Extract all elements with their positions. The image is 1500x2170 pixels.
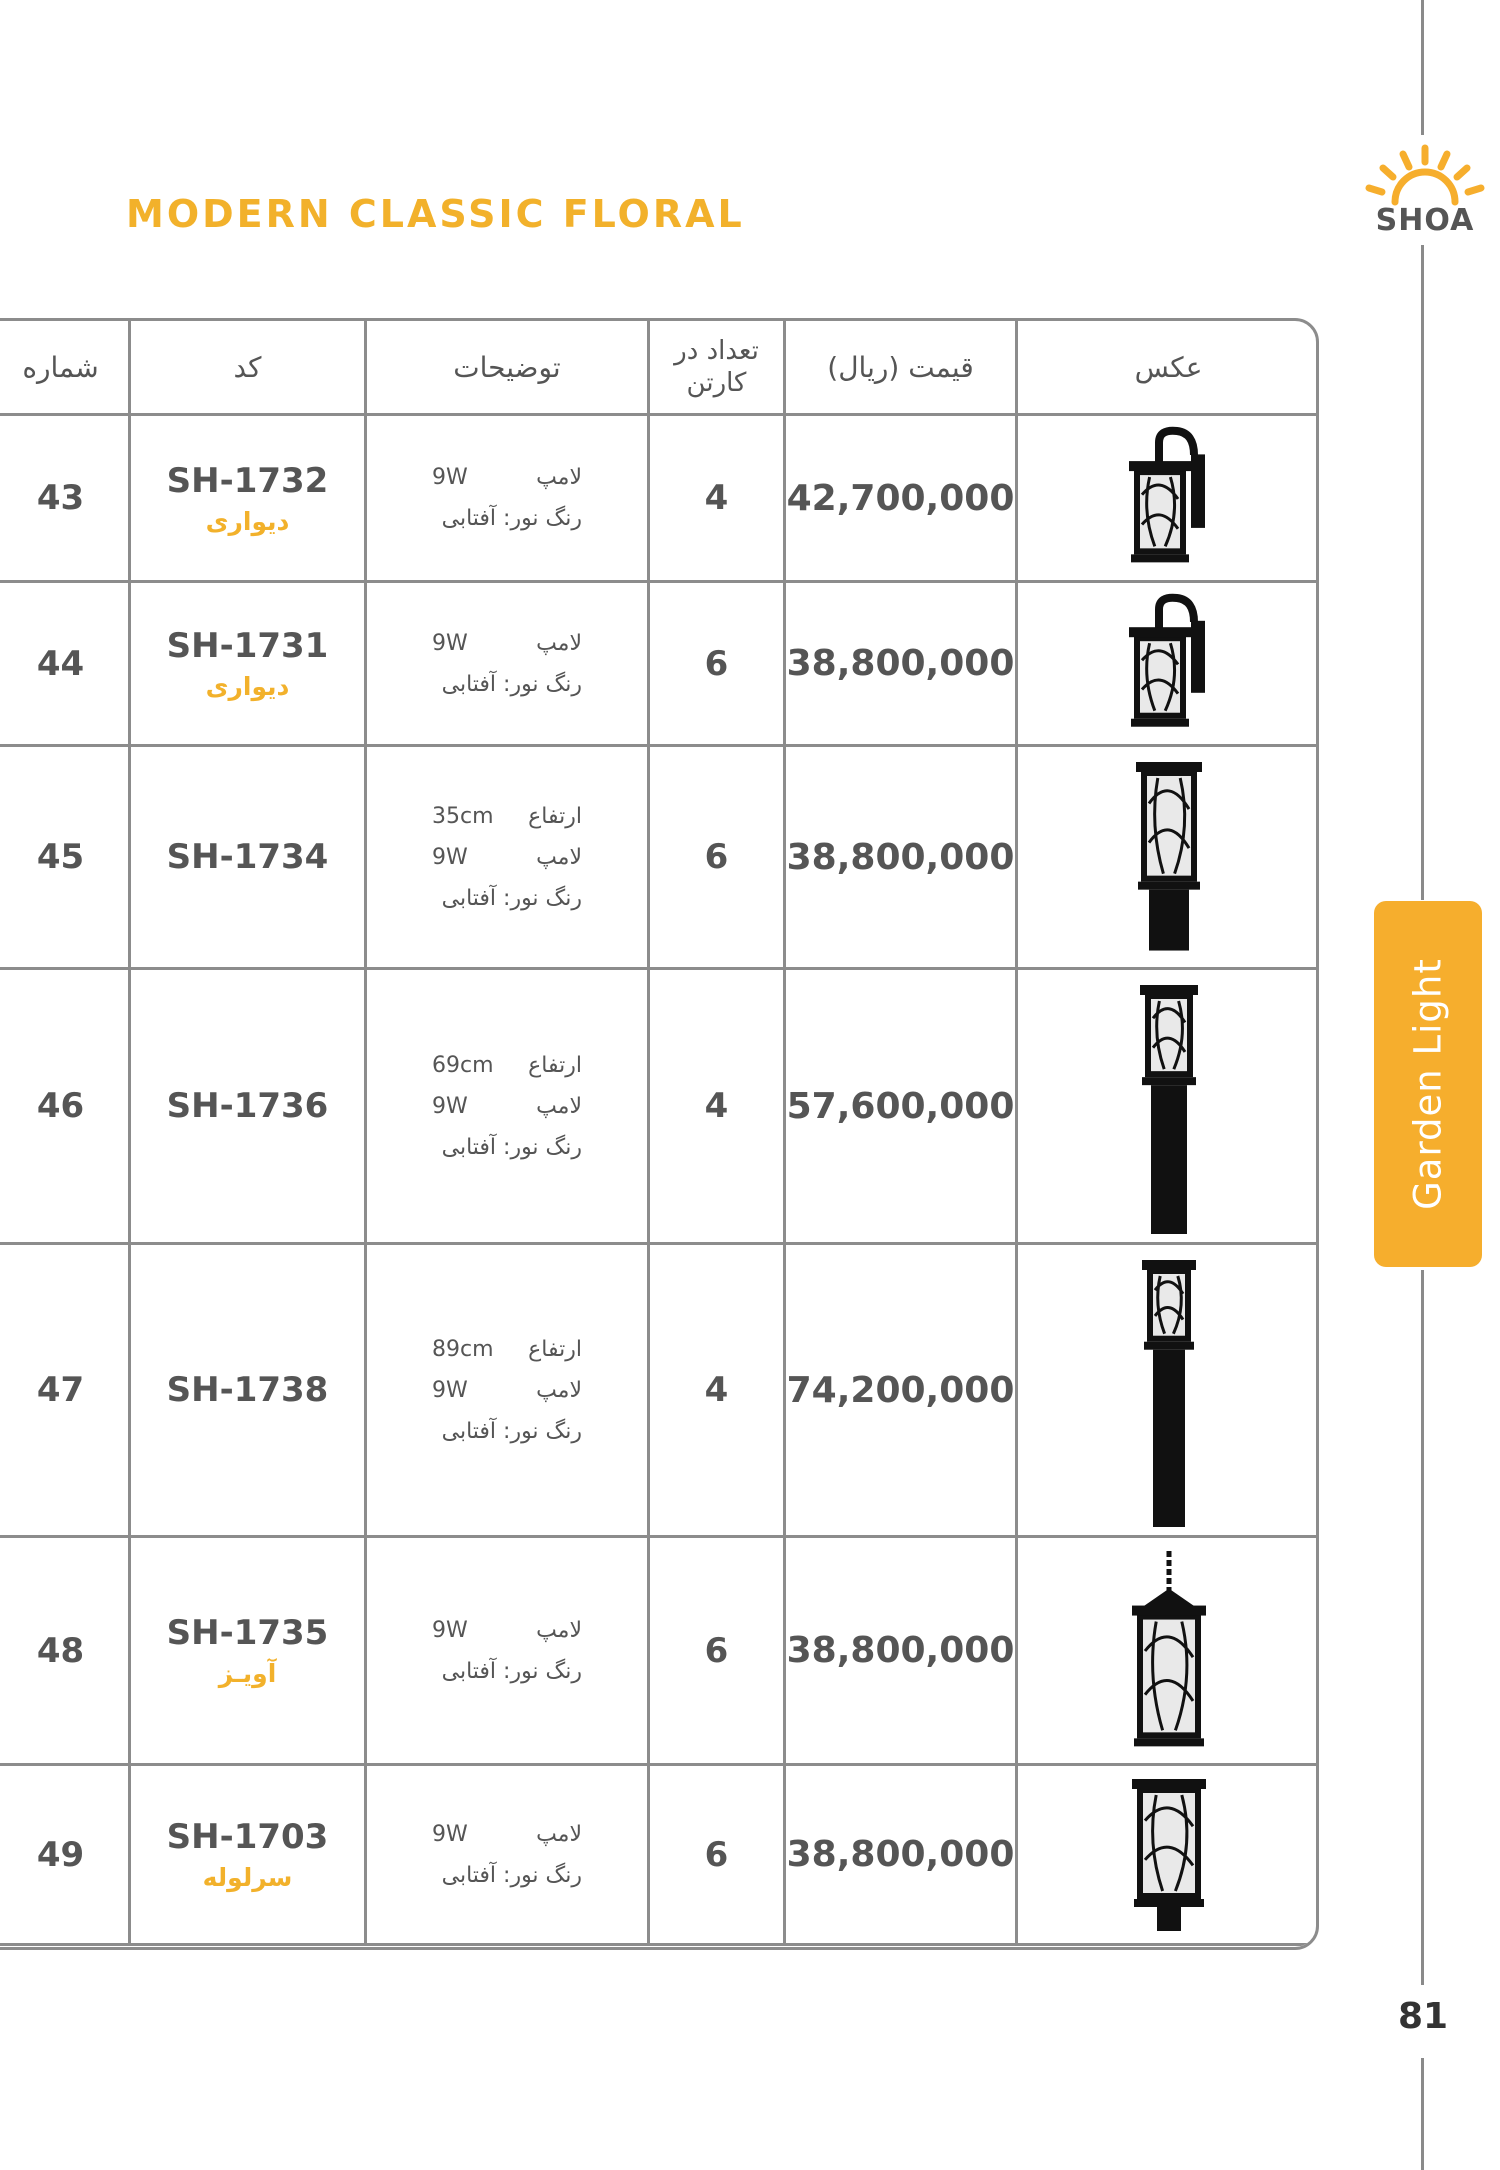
row-number: 49 xyxy=(0,1765,130,1945)
spec-line xyxy=(432,1135,582,1160)
spec-line xyxy=(432,1659,582,1684)
spec-label: ارتفاع xyxy=(528,803,582,829)
spec-label: لامپ xyxy=(536,465,582,490)
page-number: 81 xyxy=(1397,1996,1449,2037)
header-price: قیمت (ریال) xyxy=(785,320,1017,415)
row-code-cell xyxy=(130,969,366,1244)
spec-line xyxy=(432,1094,582,1119)
spec-line xyxy=(432,1863,582,1888)
spec-line xyxy=(432,1053,582,1078)
logo-text: SHOA xyxy=(1375,203,1475,238)
spec-label: ارتفاع xyxy=(528,1336,582,1362)
spec-label: رنگ نور: آفتابی xyxy=(441,885,582,911)
product-code: SH-1734 xyxy=(166,837,329,877)
spec-value: 9W xyxy=(432,1821,468,1847)
table-header-row xyxy=(0,320,1319,415)
spec-value: 9W xyxy=(432,630,468,656)
product-code: SH-1732 xyxy=(166,460,329,501)
header-photo: عکس xyxy=(1017,320,1320,415)
product-type: دیواری xyxy=(205,672,290,701)
spec-line xyxy=(432,631,582,656)
row-quantity: 4 xyxy=(649,1244,785,1537)
row-code-cell xyxy=(130,415,366,582)
row-code-cell xyxy=(130,1537,366,1765)
spec-line xyxy=(432,1337,582,1362)
header-code: کد xyxy=(130,320,366,415)
side-tab-label: Garden Light xyxy=(1406,958,1450,1210)
spec-line xyxy=(432,886,582,911)
spec-label: رنگ نور: آفتابی xyxy=(441,1862,582,1888)
spec-line xyxy=(432,506,582,531)
row-number: 43 xyxy=(0,415,130,582)
bollard-icon xyxy=(1017,969,1320,1244)
spec-value: 9W xyxy=(432,1093,468,1119)
row-description xyxy=(366,582,649,746)
spec-line xyxy=(432,1618,582,1643)
row-price: 38,800,000 xyxy=(785,582,1017,746)
divider-line-lower xyxy=(1421,1270,1424,1985)
spec-label: لامپ xyxy=(536,1821,582,1847)
row-quantity: 6 xyxy=(649,1765,785,1945)
table-row xyxy=(0,1765,1319,1945)
wall-lamp-icon xyxy=(1017,415,1320,582)
row-description xyxy=(366,746,649,969)
spec-label: رنگ نور: آفتابی xyxy=(441,1418,582,1444)
product-code: SH-1738 xyxy=(166,1370,329,1410)
spec-value: 69cm xyxy=(432,1052,494,1078)
row-quantity: 6 xyxy=(649,1537,785,1765)
divider-line-bottom xyxy=(1421,2058,1424,2170)
row-description xyxy=(366,969,649,1244)
spec-value: 35cm xyxy=(432,803,494,829)
row-code-cell xyxy=(130,582,366,746)
header-number: شماره xyxy=(0,320,130,415)
product-code: SH-1736 xyxy=(166,1086,329,1126)
page-title: MODERN CLASSIC FLORAL xyxy=(126,192,745,236)
product-code: SH-1703 xyxy=(166,1817,329,1857)
row-price: 38,800,000 xyxy=(785,1765,1017,1945)
spec-value: 89cm xyxy=(432,1336,494,1362)
row-number: 47 xyxy=(0,1244,130,1537)
spec-line xyxy=(432,672,582,697)
divider-line-top xyxy=(1421,0,1424,135)
row-description xyxy=(366,1244,649,1537)
spec-label: لامپ xyxy=(536,844,582,870)
row-code-cell xyxy=(130,1765,366,1945)
spec-label: ارتفاع xyxy=(528,1052,582,1078)
row-description xyxy=(366,1537,649,1765)
short-bollard-icon xyxy=(1017,746,1320,969)
divider-line-mid xyxy=(1421,245,1424,900)
spec-label: لامپ xyxy=(536,1617,582,1643)
spec-label: لامپ xyxy=(536,1093,582,1119)
post-top-lamp-icon xyxy=(1017,1765,1320,1945)
side-tab xyxy=(1374,901,1482,1267)
pendant-lamp-icon xyxy=(1017,1537,1320,1765)
row-quantity: 4 xyxy=(649,415,785,582)
row-description xyxy=(366,415,649,582)
product-code: SH-1731 xyxy=(166,626,329,666)
product-table xyxy=(0,318,1319,1950)
spec-line xyxy=(432,845,582,870)
header-quantity: تعداد در کارتن xyxy=(649,320,785,415)
row-number: 48 xyxy=(0,1537,130,1765)
spec-line xyxy=(432,1419,582,1444)
row-quantity: 4 xyxy=(649,969,785,1244)
spec-label: لامپ xyxy=(536,1377,582,1403)
row-number: 44 xyxy=(0,582,130,746)
table-row xyxy=(0,582,1319,746)
product-type: دیواری xyxy=(205,506,290,536)
spec-value: 9W xyxy=(432,844,468,870)
spec-label: رنگ نور: آفتابی xyxy=(441,506,582,531)
row-code-cell xyxy=(130,746,366,969)
row-quantity: 6 xyxy=(649,582,785,746)
row-price: 74,200,000 xyxy=(785,1244,1017,1537)
product-code: SH-1735 xyxy=(166,1613,329,1653)
spec-value: 9W xyxy=(432,1617,468,1643)
row-quantity: 6 xyxy=(649,746,785,969)
table-row xyxy=(0,415,1319,582)
spec-label: رنگ نور: آفتابی xyxy=(441,1134,582,1160)
tall-bollard-icon xyxy=(1017,1244,1320,1537)
spec-line xyxy=(432,1822,582,1847)
table-row xyxy=(0,746,1319,969)
spec-line xyxy=(432,465,582,490)
spec-label: رنگ نور: آفتابی xyxy=(441,671,582,697)
row-number: 45 xyxy=(0,746,130,969)
spec-value: 9W xyxy=(432,465,468,490)
spec-label: رنگ نور: آفتابی xyxy=(441,1658,582,1684)
spec-line xyxy=(432,804,582,829)
table-row xyxy=(0,1244,1319,1537)
row-price: 42,700,000 xyxy=(785,415,1017,582)
row-price: 57,600,000 xyxy=(785,969,1017,1244)
header-description: توضیحات xyxy=(366,320,649,415)
spec-line xyxy=(432,1378,582,1403)
product-type: آویـز xyxy=(218,1659,277,1688)
spec-label: لامپ xyxy=(536,630,582,656)
wall-lamp-icon xyxy=(1017,582,1320,746)
product-type: سرلوله xyxy=(202,1863,293,1892)
row-price: 38,800,000 xyxy=(785,746,1017,969)
row-number: 46 xyxy=(0,969,130,1244)
table-row xyxy=(0,969,1319,1244)
row-price: 38,800,000 xyxy=(785,1537,1017,1765)
row-code-cell xyxy=(130,1244,366,1537)
spec-value: 9W xyxy=(432,1377,468,1403)
table-row xyxy=(0,1537,1319,1765)
row-description xyxy=(366,1765,649,1945)
